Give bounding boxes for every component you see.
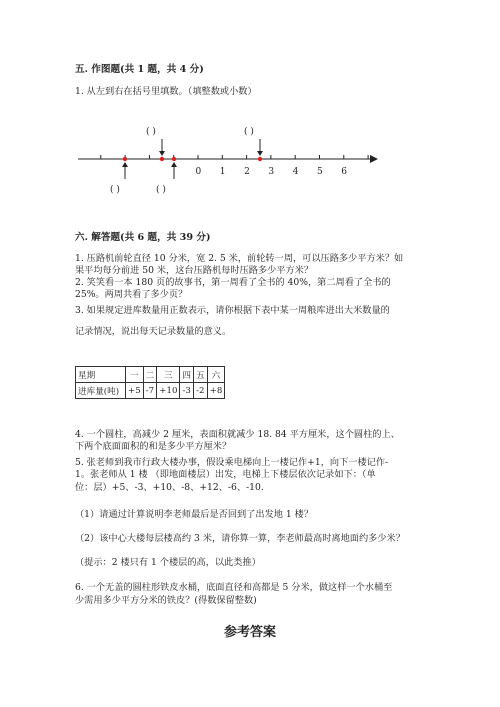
section-6-heading: 六. 解答题(共 6 题，共 39 分) <box>75 232 211 243</box>
section-5-heading: 五. 作图题(共 1 题，共 4 分) <box>75 64 204 75</box>
table-cell: 六 <box>207 367 225 383</box>
tick-label: 5 <box>317 167 323 177</box>
question-6-5-hint: （提示：2 楼只有 1 个楼层的高，以此类推） <box>75 557 261 568</box>
grain-table <box>75 366 225 399</box>
marker-point <box>123 157 127 161</box>
table-cell: 进库量(吨) <box>76 383 126 399</box>
tick-label: 1 <box>219 167 226 177</box>
question-6-2-line1: 2. 笑笑看一本 180 页的故事书，第一周看了全书的 40%，第二周看了全书的 <box>75 277 391 288</box>
question-6-4-line1: 4. 一个圆柱，高减少 2 厘米，表面积就减少 18. 84 平方厘米，这个圆柱的上、 <box>75 429 400 440</box>
table-row <box>76 367 225 383</box>
question-5-1: 1. 从左到右在括号里填数。（填整数或小数） <box>75 86 257 97</box>
answer-title: 参考答案 <box>223 625 276 640</box>
marker-point <box>172 157 176 161</box>
table-row <box>76 383 225 399</box>
tick-label: 6 <box>341 167 348 177</box>
table-cell: +5 <box>126 383 144 399</box>
table-cell: 四 <box>180 367 194 383</box>
table-cell: 二 <box>143 367 157 383</box>
answer-paren: ( ) <box>110 185 120 195</box>
number-line <box>70 120 390 200</box>
number-line-ticks <box>101 155 368 159</box>
table-cell: 一 <box>126 367 144 383</box>
tick-label: 4 <box>292 167 299 177</box>
answer-paren: ( ) <box>156 185 166 195</box>
table-cell: 五 <box>194 367 208 383</box>
question-6-5-line1: 5. 张老师到我市行政大楼办事，假设乘电梯向上一楼记作+1，向下一楼记作- <box>75 457 389 468</box>
table-cell: 三 <box>157 367 180 383</box>
table-cell: -2 <box>194 383 208 399</box>
table-cell: +8 <box>207 383 225 399</box>
question-6-5-line3: 位：层）+5、-3、+10、-8、+12、-6、-10. <box>75 482 264 493</box>
question-6-5-sub2: （2）该中心大楼每层楼高约 3 米，请你算一算，李老师最高时离地面约多少米？ <box>75 533 405 544</box>
tick-label: 3 <box>268 167 275 177</box>
question-6-1-line1: 1. 压路机前轮直径 10 分米，宽 2. 5 米，前轮转一周，可以压路多少平方米？如 <box>75 253 404 264</box>
question-6-3-line2: 记录情况，说出每天记录数量的意义。 <box>75 326 232 337</box>
down-arrows <box>159 139 263 156</box>
question-6-1-line2: 果平均每分前进 50 米，这台压路机每时压路多少平方米？ <box>75 265 314 276</box>
marker-point <box>258 157 262 161</box>
answer-paren: ( ) <box>146 127 156 137</box>
question-6-5-line2: 1。张老师从 1 楼 （即地面楼层）出发，电梯上下楼层依次记录如下：（单 <box>75 469 376 480</box>
tick-label: 2 <box>244 167 250 177</box>
marker-point <box>160 157 164 161</box>
question-6-3-line1: 3. 如果规定进库数量用正数表示，请你根据下表中某一周粮库进出大米数量的 <box>75 305 390 316</box>
question-6-5-sub1: （1）请通过计算说明李老师最后是否回到了出发地 1 楼？ <box>75 509 314 520</box>
tick-label: 0 <box>195 167 202 177</box>
table-cell: +10 <box>157 383 180 399</box>
question-6-6-line2: 少需用多少平方分米的铁皮？(得数保留整数) <box>75 595 257 606</box>
up-arrows <box>122 162 177 179</box>
question-6-4-line2: 下两个底面面积的和是多少平方厘米？ <box>75 441 232 452</box>
table-cell: -3 <box>180 383 194 399</box>
question-6-2-line2: 25%。两周共看了多少页？ <box>75 289 188 300</box>
answer-paren: ( ) <box>244 127 254 137</box>
table-cell: -7 <box>143 383 157 399</box>
table-cell: 星期 <box>76 367 126 383</box>
question-6-6-line1: 6. 一个无盖的圆柱形铁皮水桶，底面直径和高都是 5 分米，做这样一个水桶至 <box>75 582 393 593</box>
